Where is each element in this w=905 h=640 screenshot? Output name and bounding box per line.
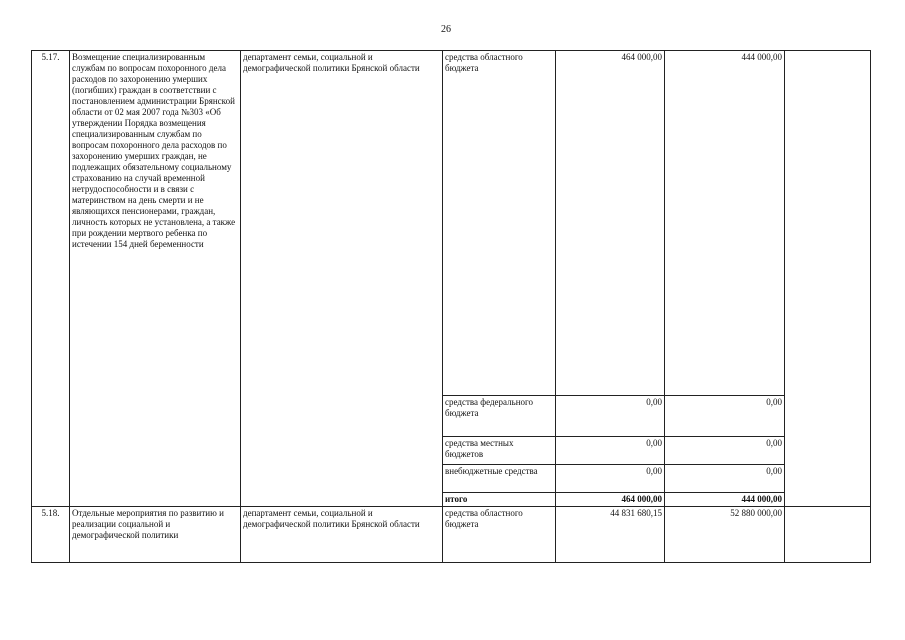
empty-cell bbox=[785, 51, 871, 507]
value-2020: 444 000,00 bbox=[665, 51, 785, 396]
row-description: Возмещение специализированным службам по вопросам похоронного дела расходов по захоронению умерших (погибших) граждан в соответствии с постановлением администрации Брянской области от 02 мая 2007 года №303 «Об утверждении Порядка возмещения специализированным службам по вопросам похоронного дела расходов по захоронению умерших граждан, не подлежащих обязательному социальному страхованию на случай временной нетрудоспособности и в связи с материнством на день смерти и не являющихся пенсионерами, граждан, личность которых не установлена, а также при рождении мертвого ребенка по истечении 154 дней беременности bbox=[70, 51, 241, 507]
source-name: средства областного бюджета bbox=[443, 51, 556, 396]
source-name: средства местных бюджетов bbox=[443, 437, 556, 465]
value-2020: 52 880 000,00 bbox=[665, 507, 785, 563]
value-2020: 0,00 bbox=[665, 465, 785, 493]
row-description: Отдельные мероприятия по развитию и реализации социальной и демографической политики bbox=[70, 507, 241, 563]
value-2020: 0,00 bbox=[665, 437, 785, 465]
source-name-total: итого bbox=[443, 493, 556, 507]
source-name: внебюджетные средства bbox=[443, 465, 556, 493]
row-executor: департамент семьи, социальной и демографической политики Брянской области bbox=[241, 51, 443, 507]
row-index: 5.18. bbox=[32, 507, 70, 563]
value-2019: 44 831 680,15 bbox=[556, 507, 665, 563]
value-2019: 0,00 bbox=[556, 465, 665, 493]
value-2019: 464 000,00 bbox=[556, 51, 665, 396]
empty-cell bbox=[785, 507, 871, 563]
value-2019: 0,00 bbox=[556, 396, 665, 437]
row-executor: департамент семьи, социальной и демографической политики Брянской области bbox=[241, 507, 443, 563]
program-table bbox=[31, 50, 871, 563]
row-index: 5.17. bbox=[32, 51, 70, 507]
source-name: средства федерального бюджета bbox=[443, 396, 556, 437]
value-2019-total: 464 000,00 bbox=[556, 493, 665, 507]
table-row bbox=[32, 507, 871, 563]
value-2019: 0,00 bbox=[556, 437, 665, 465]
table-row bbox=[32, 51, 871, 396]
value-2020: 0,00 bbox=[665, 396, 785, 437]
source-name: средства областного бюджета bbox=[443, 507, 556, 563]
value-2020-total: 444 000,00 bbox=[665, 493, 785, 507]
page-number: 26 bbox=[441, 24, 451, 35]
